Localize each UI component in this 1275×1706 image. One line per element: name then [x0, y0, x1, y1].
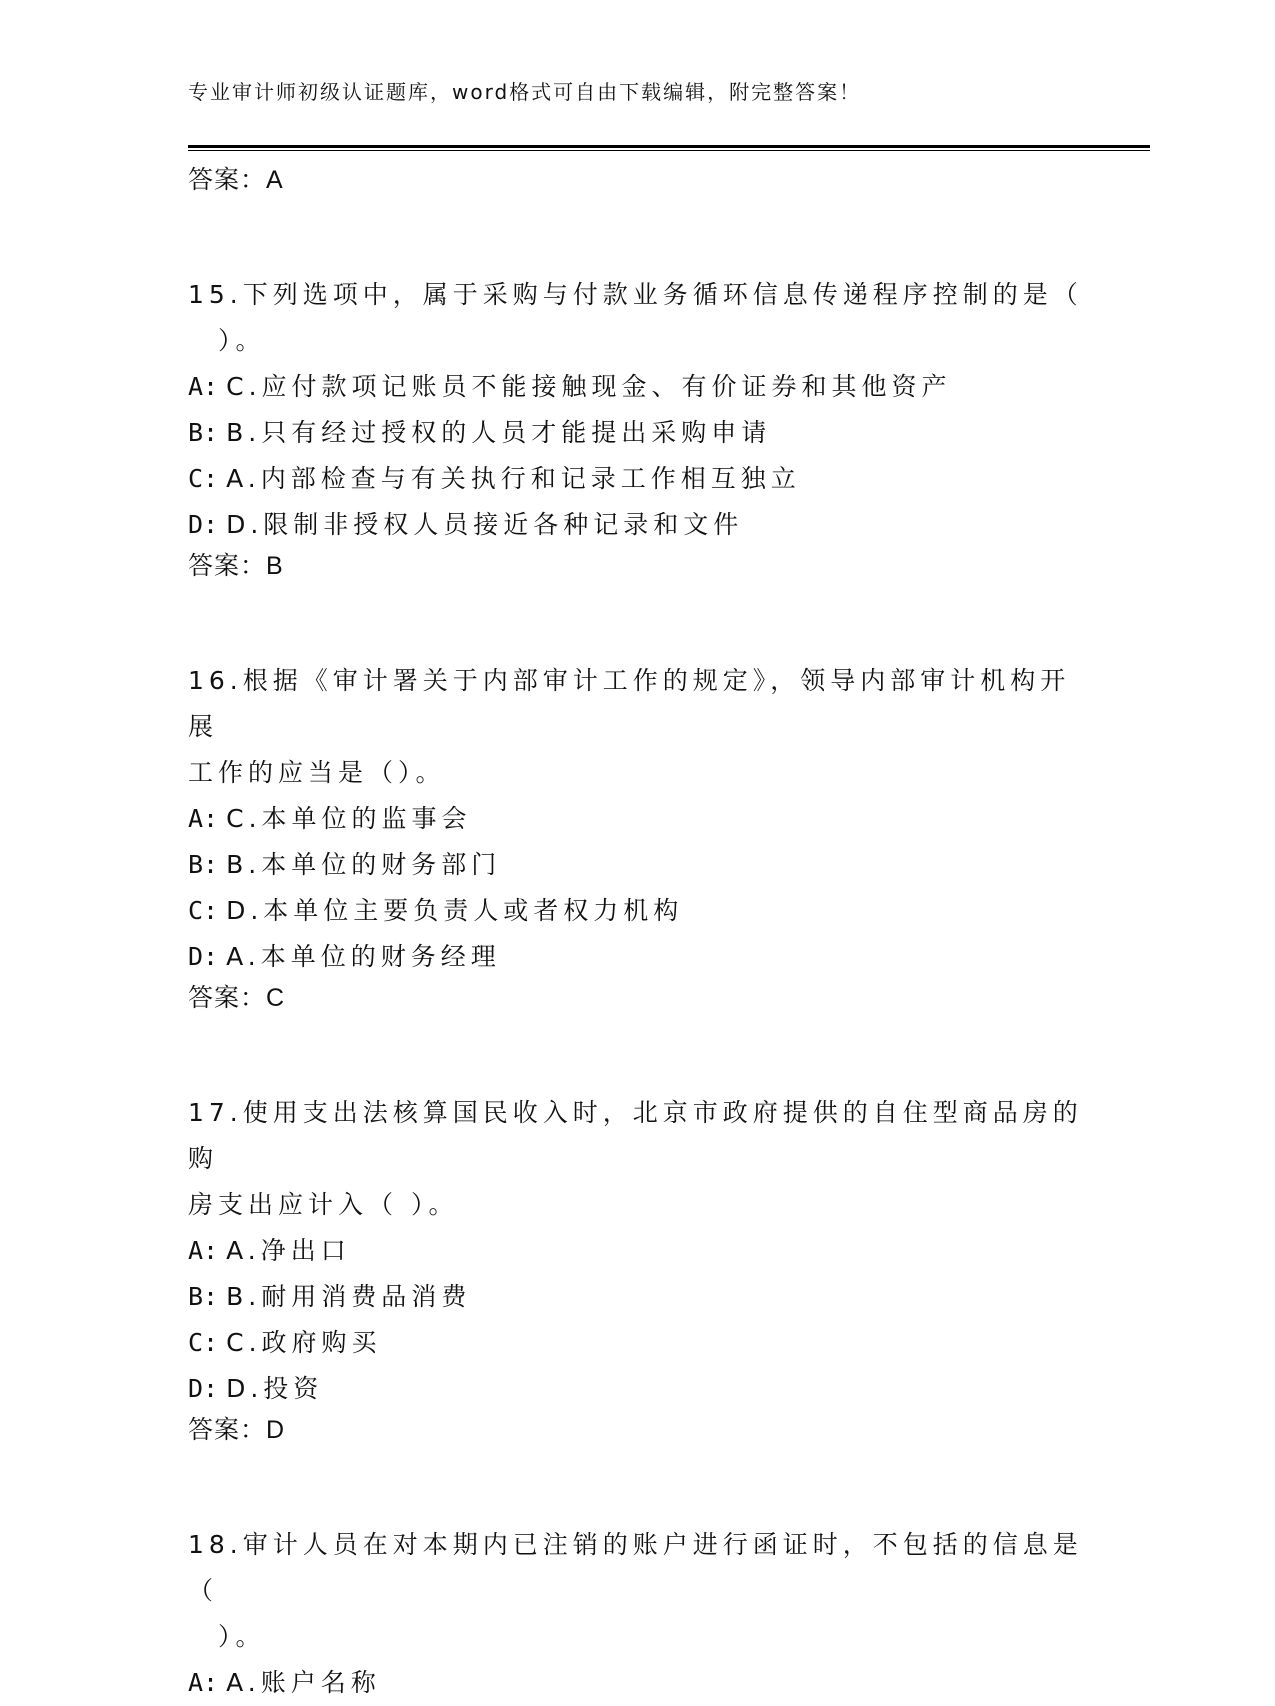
document-body	[188, 162, 1088, 1706]
option-a: A: C.应付款项记账员不能接触现金、有价证券和其他资产	[188, 372, 952, 401]
question-text: 17.使用支出法核算国民收入时，北京市政府提供的自住型商品房的购 房支出应计入（ ）。	[188, 1098, 1083, 1219]
option-a: A: C.本单位的监事会	[188, 804, 472, 833]
option-d: D: D.限制非授权人员接近各种记录和文件	[188, 510, 744, 539]
question-15	[188, 272, 1088, 584]
option-d: D: D.投资	[188, 1374, 324, 1403]
answer-line: 答案：C	[188, 984, 286, 1012]
answer-line: 答案：D	[188, 1416, 286, 1444]
option-d: D: A.本单位的财务经理	[188, 942, 501, 971]
question-text: 18.审计人员在对本期内已注销的账户进行函证时，不包括的信息是（ ）。	[188, 1530, 1083, 1651]
option-c: C: A.内部检查与有关执行和记录工作相互独立	[188, 464, 801, 493]
question-text: 15.下列选项中，属于采购与付款业务循环信息传递程序控制的是（ ）。	[188, 280, 1083, 355]
header-rule	[188, 145, 1150, 151]
option-a: A: A.净出口	[188, 1236, 351, 1265]
page-header: 专业审计师初级认证题库，word格式可自由下载编辑，附完整答案！	[188, 80, 862, 104]
question-18	[188, 1522, 1088, 1706]
question-17	[188, 1090, 1088, 1448]
option-c: C: D.本单位主要负责人或者权力机构	[188, 896, 684, 925]
option-a: A: A.账户名称	[188, 1668, 381, 1697]
option-b: B: B.耐用消费品消费	[188, 1282, 472, 1311]
answer-line: 答案：A	[188, 166, 284, 194]
option-b: B: B.本单位的财务部门	[188, 850, 502, 879]
question-16	[188, 658, 1088, 1016]
question-text: 16.根据《审计署关于内部审计工作的规定》，领导内部审计机构开展 工作的应当是（）。	[188, 666, 1071, 787]
option-c: C: C.政府购买	[188, 1328, 382, 1357]
option-b: B: B.只有经过授权的人员才能提出采购申请	[188, 418, 772, 447]
answer-line: 答案：B	[188, 552, 284, 580]
